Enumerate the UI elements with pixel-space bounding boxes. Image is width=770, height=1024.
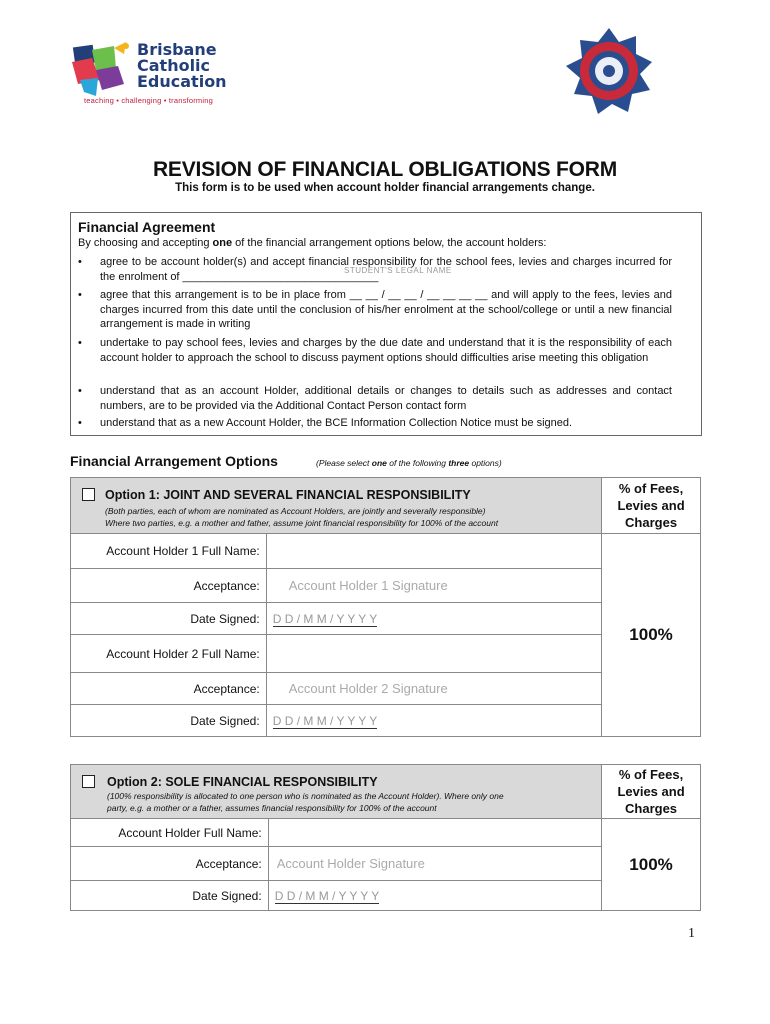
student-name-field-label: STUDENT'S LEGAL NAME [344, 266, 452, 275]
page-number: 1 [688, 926, 695, 941]
holder-2-date-label: Date Signed: [71, 705, 267, 737]
sole-holder-name-label: Account Holder Full Name: [71, 819, 269, 847]
option-1-header [71, 478, 602, 534]
agreement-bullet: • agree that this arrangement is to be in place from __ __ / __ __ / __ __ __ __ and will apply to the fees, levies and charges incurred from this date until the conclusion of his/her enrolment at the school/college or until a new financial arrangement is made in writing [78, 289, 672, 330]
holder-2-name-label: Account Holder 2 Full Name: [71, 635, 267, 673]
option-1-desc-line: Where two parties, e.g. a mother and father, assume joint financial responsibility for 100% of the account [105, 518, 499, 528]
option-2-desc-line: (100% responsibility is allocated to one person who is nominated as the Account Holder). Where only one [107, 791, 504, 801]
option-2-checkbox[interactable] [82, 775, 95, 788]
intro-text-end: of the financial arrangement options below, the account holders: [232, 237, 547, 249]
sole-holder-date-label: Date Signed: [71, 881, 269, 911]
sole-holder-name-field[interactable] [268, 819, 601, 847]
option-1-checkbox[interactable] [82, 488, 95, 501]
option-2-table [70, 764, 701, 911]
option-2-description [107, 790, 504, 814]
note-bold: three [448, 458, 470, 468]
page-title: REVISION OF FINANCIAL OBLIGATIONS FORM [152, 158, 618, 181]
bullet-text: agree that this arrangement is to be in place from __ __ / __ __ / __ __ __ __ and will apply to the fees, levies and charges incurred from this date until the conclusion of his/her enrolment at the school/college or until a new financial arrangement is made in writing [100, 289, 672, 330]
sole-holder-date-field[interactable] [268, 881, 601, 911]
agreement-bullet: • understand that as an account Holder, additional details or changes to details such as addresses and contact numbers, are to be provided via the Additional Contact Person contact form [78, 385, 672, 412]
option-1-desc-line: (Both parties, each of whom are nominated as Account Holders, are jointly and severally responsible) [105, 506, 486, 516]
agreement-heading: Financial Agreement [78, 219, 216, 235]
holder-1-date-field[interactable] [266, 603, 601, 635]
logo-line-1: Brisbane [137, 40, 217, 59]
holder-2-name-field[interactable] [266, 635, 601, 673]
holder-1-acceptance-label: Acceptance: [71, 569, 267, 603]
option-2-percent-header: % of Fees, Levies and Charges [602, 765, 701, 819]
bullet-text: agree to be account holder(s) and accept financial responsibility for the school fees, levies and charges incurred for the enrolment of ________________________________ [100, 256, 672, 283]
holder-2-date-field[interactable] [266, 705, 601, 737]
college-seal-icon [564, 26, 654, 116]
holder-1-date-label: Date Signed: [71, 603, 267, 635]
date-placeholder: D D / M M / Y Y Y Y [274, 888, 380, 903]
option-1-percent-header: % of Fees, Levies and Charges [602, 478, 701, 534]
intro-bold: one [212, 237, 233, 249]
note-part: options) [469, 458, 502, 468]
options-note [316, 458, 502, 468]
option-2-title: Option 2: SOLE FINANCIAL RESPONSIBILITY [107, 775, 378, 789]
option-2-header [71, 765, 602, 819]
agreement-intro [78, 237, 546, 249]
sole-holder-signature-field[interactable]: Account Holder Signature [268, 847, 601, 881]
holder-1-name-label: Account Holder 1 Full Name: [71, 534, 267, 569]
agreement-bullet: • understand that as a new Account Holder, the BCE Information Collection Notice must be signed. [78, 416, 672, 431]
bullet-text: understand that as an account Holder, additional details or changes to details such as addresses and contact numbers, are to be provided via the Additional Contact Person contact form [100, 385, 672, 412]
date-placeholder: D D / M M / Y Y Y Y [272, 713, 378, 728]
logo-tagline: teaching • challenging • transforming [84, 96, 213, 105]
agreement-bullet: • agree to be account holder(s) and accept financial responsibility for the school fees, levies and charges incurred for the enrolment of ________________________________ [78, 256, 672, 283]
holder-1-signature-field[interactable]: Account Holder 1 Signature [266, 569, 601, 603]
logo-line-2: Catholic [137, 56, 211, 75]
note-part: (Please select [316, 458, 372, 468]
bce-logo-text [137, 42, 227, 90]
holder-1-name-field[interactable] [266, 534, 601, 569]
option-1-description [105, 505, 498, 529]
bullet-text: undertake to pay school fees, levies and charges by the due date and understand that it is the responsibility of each account holder to approach the school to discuss payment options should difficulties arise meeting this obligation [100, 337, 672, 364]
option-1-title: Option 1: JOINT AND SEVERAL FINANCIAL RESPONSIBILITY [105, 488, 471, 502]
option-1-table [70, 477, 701, 737]
note-bold: one [371, 458, 387, 468]
sole-holder-acceptance-label: Acceptance: [71, 847, 269, 881]
page-subtitle: This form is to be used when account holder financial arrangements change. [175, 182, 595, 194]
holder-2-signature-field[interactable]: Account Holder 2 Signature [266, 673, 601, 705]
option-2-desc-line: party, e.g. a mother or a father, assumes financial responsibility for 100% of the account [107, 803, 437, 813]
date-placeholder: D D / M M / Y Y Y Y [272, 611, 378, 626]
bullet-text: understand that as a new Account Holder, the BCE Information Collection Notice must be signed. [100, 417, 573, 429]
options-heading: Financial Arrangement Options [70, 453, 278, 469]
holder-2-acceptance-label: Acceptance: [71, 673, 267, 705]
intro-text: By choosing and accepting [78, 237, 213, 249]
logo-line-3: Education [137, 72, 227, 91]
note-part: of the following [386, 458, 449, 468]
option-2-percent-value: 100% [602, 819, 701, 911]
option-1-percent-value: 100% [602, 534, 701, 737]
agreement-bullet: • undertake to pay school fees, levies and charges by the due date and understand that it is the responsibility of each account holder to approach the school to discuss payment options should difficulties arise meeting this obligation [78, 337, 672, 364]
